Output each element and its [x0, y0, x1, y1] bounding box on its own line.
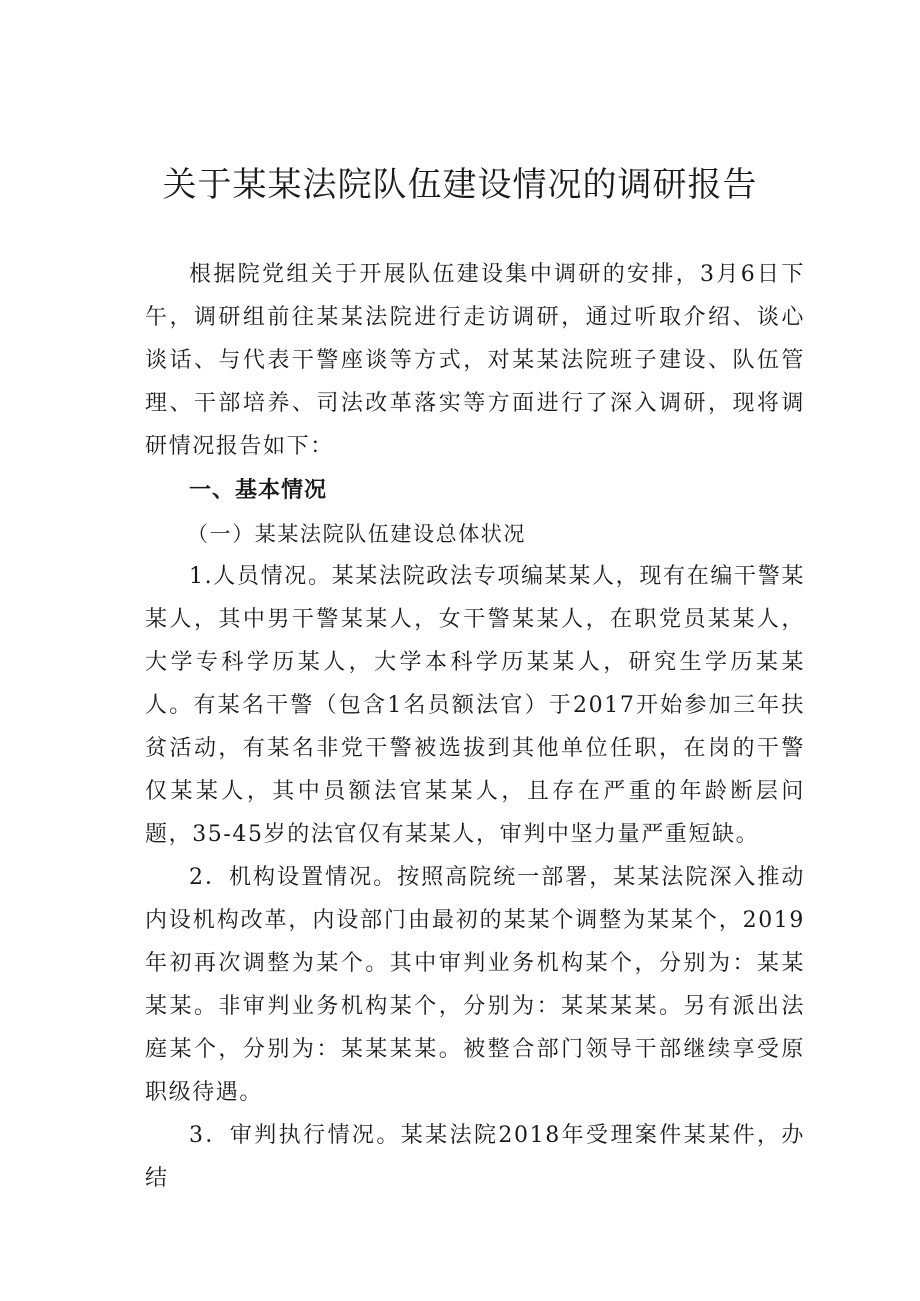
- paragraph-personnel: 1.人员情况。某某法院政法专项编某某人，现有在编干警某某人，其中男干警某某人，女干警某某人，在职党员某某人，大学专科学历某人，大学本科学历某某人，研究生学历某某人。有某名干警（包含1名员额法官）于2017开始参加三年扶贫活动，有某名非党干警被选拔到其他单位任职，在岗的干警仅某某人，其中员额法官某某人，且存在严重的年龄断层问题，35-45岁的法官仅有某某人，审判中坚力量严重短缺。: [145, 564, 805, 847]
- subsection-heading-overall-status: （一）某某法院队伍建设总体状况: [187, 522, 526, 546]
- section-heading-basic-situation: 一、基本情况: [189, 478, 328, 503]
- paragraph-trial-execution: 3．审判执行情况。某某法院2018年受理案件某某件，办结: [145, 1123, 805, 1191]
- document-title: 关于某某法院队伍建设情况的调研报告: [162, 165, 758, 205]
- paragraph-organization: 2．机构设置情况。按照高院统一部署，某某法院深入推动内设机构改革，内设部门由最初的某某个调整为某某个，2019年初再次调整为某个。其中审判业务机构某个，分别为：某某某某。非审判业务机构某个，分别为：某某某某。另有派出法庭某个，分别为：某某某某。被整合部门领导干部继续享受原职级待遇。: [145, 865, 805, 1105]
- document-body: [145, 253, 805, 1200]
- intro-paragraph: 根据院党组关于开展队伍建设集中调研的安排，3月6日下午，调研组前往某某法院进行走访调研，通过听取介绍、谈心谈话、与代表干警座谈等方式，对某某法院班子建设、队伍管理、干部培养、司法改革落实等方面进行了深入调研，现将调研情况报告如下：: [145, 262, 805, 459]
